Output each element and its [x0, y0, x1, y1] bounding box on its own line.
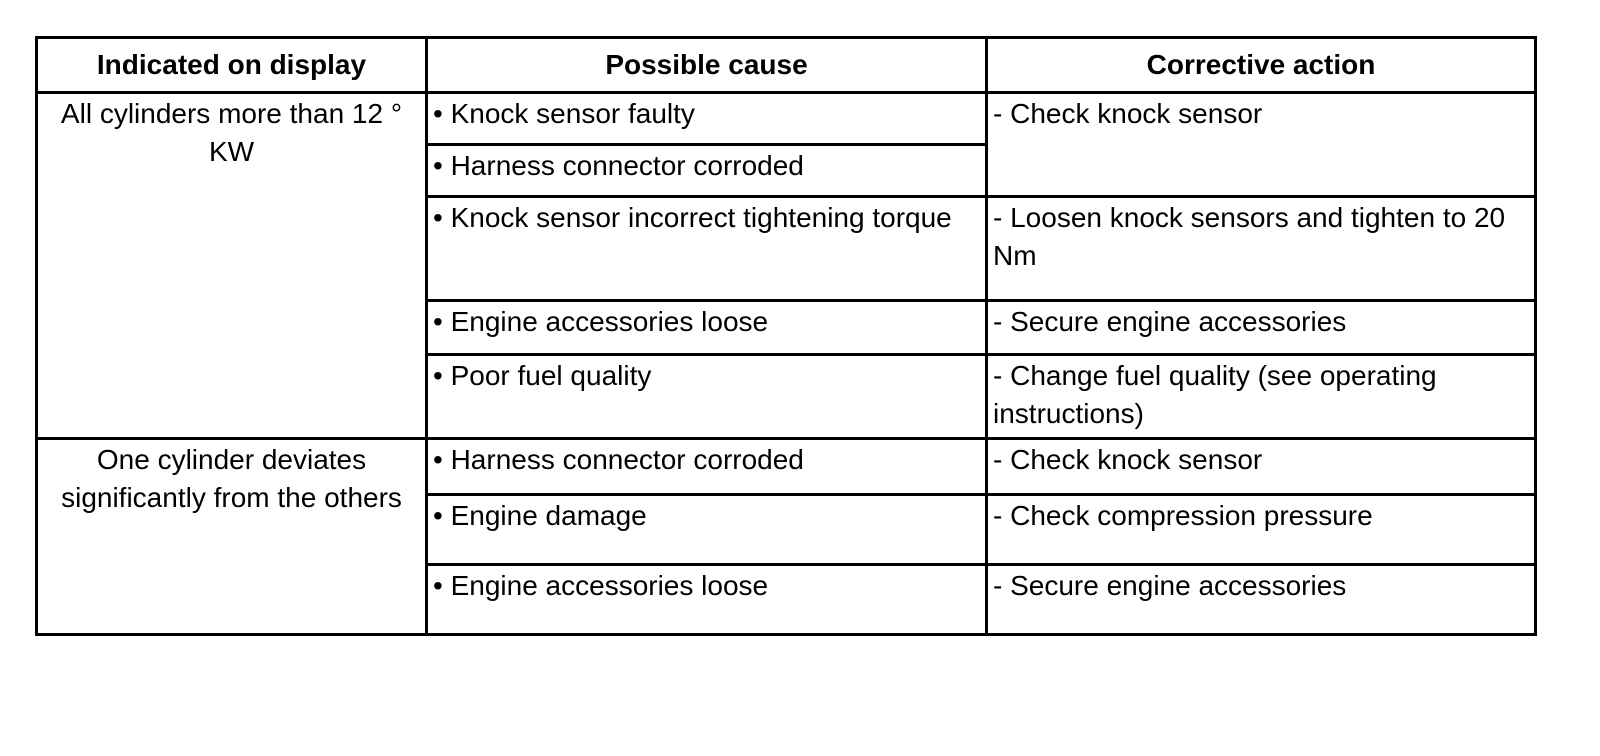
- indicated-text: All cylinders more than 12 ° KW: [60, 98, 403, 167]
- indicated-cell: [37, 93, 427, 439]
- cause-text: • Harness connector corroded: [433, 150, 804, 181]
- diagnosis-table: [35, 36, 1537, 636]
- table-row: [37, 439, 1536, 495]
- cause-text: • Engine damage: [433, 500, 647, 531]
- cause-text: • Knock sensor incorrect tightening torque: [433, 202, 952, 233]
- action-cell: [987, 301, 1536, 355]
- cause-text: • Knock sensor faulty: [433, 98, 695, 129]
- cause-cell: [427, 93, 987, 145]
- cause-cell: [427, 495, 987, 565]
- action-cell: [987, 355, 1536, 439]
- action-text: - Secure engine accessories: [993, 570, 1347, 601]
- action-text: - Check knock sensor: [993, 98, 1263, 129]
- action-cell: [987, 197, 1536, 301]
- cause-text: • Poor fuel quality: [433, 360, 652, 391]
- action-text: - Loosen knock sensors and tighten to 20 Nm: [993, 202, 1506, 271]
- action-cell: [987, 565, 1536, 635]
- header-possible-cause: Possible cause: [427, 38, 987, 93]
- action-cell: [987, 439, 1536, 495]
- header-indicated-on-display: Indicated on display: [37, 38, 427, 93]
- cause-cell: [427, 439, 987, 495]
- cause-text: • Harness connector corroded: [433, 444, 804, 475]
- action-text: - Change fuel quality (see operating instructions): [993, 360, 1437, 429]
- action-cell: [987, 93, 1536, 197]
- action-text: - Secure engine accessories: [993, 306, 1347, 337]
- indicated-text: One cylinder deviates significantly from the others: [61, 444, 402, 513]
- action-cell: [987, 495, 1536, 565]
- cause-cell: [427, 197, 987, 301]
- cause-cell: [427, 355, 987, 439]
- cause-text: • Engine accessories loose: [433, 306, 769, 337]
- cause-cell: [427, 301, 987, 355]
- cause-text: • Engine accessories loose: [433, 570, 769, 601]
- table-row: [37, 93, 1536, 145]
- table-header-row: [37, 38, 1536, 93]
- header-corrective-action: Corrective action: [987, 38, 1536, 93]
- cause-cell: [427, 145, 987, 197]
- action-text: - Check compression pressure: [993, 500, 1373, 531]
- cause-cell: [427, 565, 987, 635]
- action-text: - Check knock sensor: [993, 444, 1263, 475]
- indicated-cell: [37, 439, 427, 635]
